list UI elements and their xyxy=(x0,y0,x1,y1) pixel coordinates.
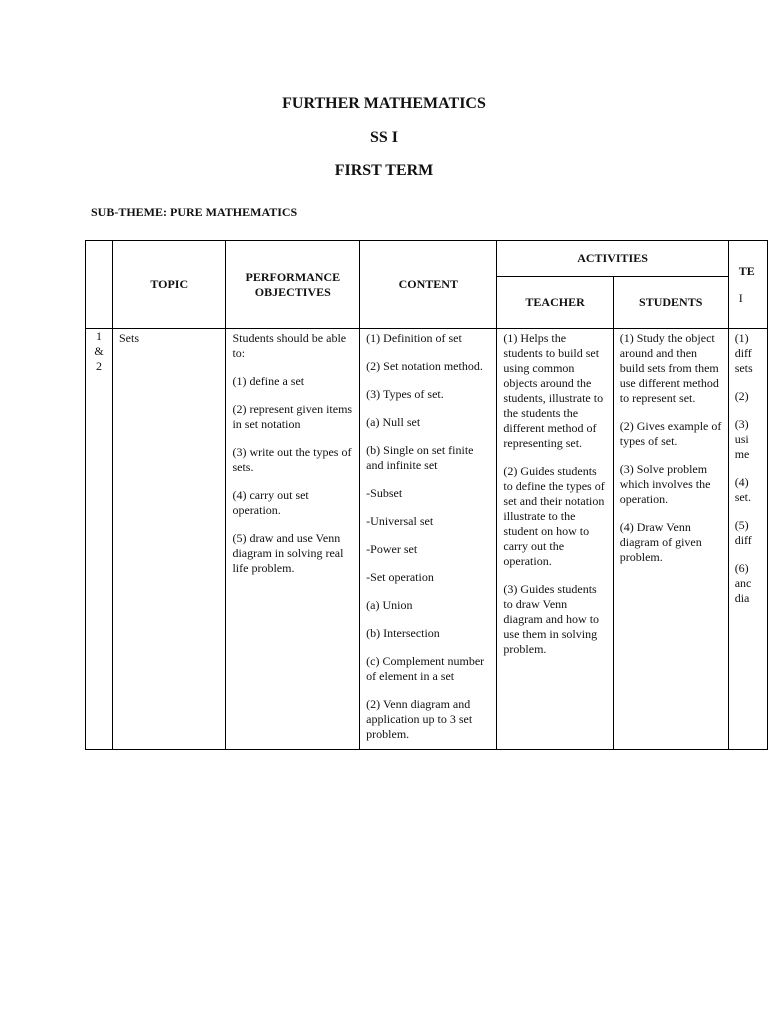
partial-text: sets xyxy=(734,361,753,375)
content-item: (3) Types of set. xyxy=(366,387,444,401)
content-cell xyxy=(360,329,497,750)
teacher-header: TEACHER xyxy=(497,277,613,329)
partial-text: diff xyxy=(734,346,752,360)
partial-text: me xyxy=(734,447,750,461)
week-cell xyxy=(86,329,113,750)
content-item: (b) Intersection xyxy=(366,626,440,640)
document-title: FURTHER MATHEMATICS xyxy=(282,95,486,112)
content-item: -Subset xyxy=(366,486,403,500)
objective-item: Students should be able to: xyxy=(232,331,347,360)
student-activity-item: (2) Gives example of types of set. xyxy=(619,419,722,448)
term-heading: FIRST TERM xyxy=(334,162,434,179)
content-item: (a) Union xyxy=(366,598,413,612)
partial-text: (6) xyxy=(734,561,749,575)
content-item: (a) Null set xyxy=(366,415,421,429)
content-item: (2) Set notation method. xyxy=(366,359,483,373)
activities-header: ACTIVITIES xyxy=(497,241,728,277)
partial-text: usi xyxy=(734,432,749,446)
partial-column-header-line1: TE xyxy=(738,263,755,278)
objectives-cell xyxy=(226,329,360,750)
partial-text: (5) xyxy=(734,518,749,532)
topic-cell xyxy=(112,329,225,750)
content-item: (2) Venn diagram and application up to 3 set problem. xyxy=(366,697,473,741)
partial-text: dia xyxy=(734,591,750,605)
student-activities-cell xyxy=(613,329,728,750)
partial-text: (2) xyxy=(734,389,749,403)
student-activity-item: (4) Draw Venn diagram of given problem. xyxy=(619,520,702,564)
scheme-of-work-table xyxy=(85,240,768,750)
partial-column-header xyxy=(728,241,767,329)
partial-text: anc xyxy=(734,576,752,590)
teacher-activities-cell xyxy=(497,329,613,750)
content-item: -Set operation xyxy=(366,570,434,584)
content-header: CONTENT xyxy=(360,241,497,329)
objective-item: (5) draw and use Venn diagram in solving real life problem. xyxy=(232,531,344,575)
performance-objectives-header xyxy=(226,241,360,329)
partial-text: (1) xyxy=(734,331,749,345)
subtheme-label: SUB-THEME: PURE MATHEMATICS xyxy=(91,205,298,219)
performance-objectives-line2: OBJECTIVES xyxy=(254,284,331,299)
objective-item: (4) carry out set operation. xyxy=(232,488,309,517)
content-item: -Universal set xyxy=(366,514,434,528)
week-number-1: 1 xyxy=(95,329,102,343)
partial-text: set. xyxy=(734,490,752,504)
student-activity-item: (1) Study the object around and then build sets from them use different method to represent set. xyxy=(619,331,719,405)
content-item: (b) Single on set finite and infinite set xyxy=(366,443,474,472)
week-number-2: 2 xyxy=(95,359,102,373)
performance-objectives-line1: PERFORMANCE xyxy=(245,269,341,284)
week-header xyxy=(86,241,113,329)
content-item: (c) Complement number of element in a set xyxy=(366,654,485,683)
table-row xyxy=(86,329,768,750)
objective-item: (2) represent given items in set notation xyxy=(232,402,353,431)
topic-header xyxy=(112,241,225,329)
partial-text: (3) xyxy=(734,417,749,431)
teacher-activity-item: (3) Guides students to draw Venn diagram and how to use them in solving problem. xyxy=(503,582,600,656)
week-ampersand: & xyxy=(94,344,104,358)
content-item: -Power set xyxy=(366,542,418,556)
topic-text: Sets xyxy=(118,331,139,345)
student-activity-item: (3) Solve problem which involves the operation. xyxy=(619,462,711,506)
partial-column-header-line2: I xyxy=(738,290,743,305)
class-level: SS I xyxy=(369,129,399,146)
students-header: STUDENTS xyxy=(613,277,728,329)
objective-item: (1) define a set xyxy=(232,374,305,388)
teacher-activity-item: (1) Helps the students to build set using common objects around the students, illustrate to the students the different method of representing set. xyxy=(503,331,604,450)
partial-text: (4) xyxy=(734,475,749,489)
partial-column-cell xyxy=(728,329,767,750)
teacher-activity-item: (2) Guides students to define the types of set and their notation illustrate to the student on how to carry out the operation. xyxy=(503,464,605,568)
topic-header-label: TOPIC xyxy=(150,277,189,291)
content-item: (1) Definition of set xyxy=(366,331,462,345)
objective-item: (3) write out the types of sets. xyxy=(232,445,352,474)
partial-text: diff xyxy=(734,533,752,547)
